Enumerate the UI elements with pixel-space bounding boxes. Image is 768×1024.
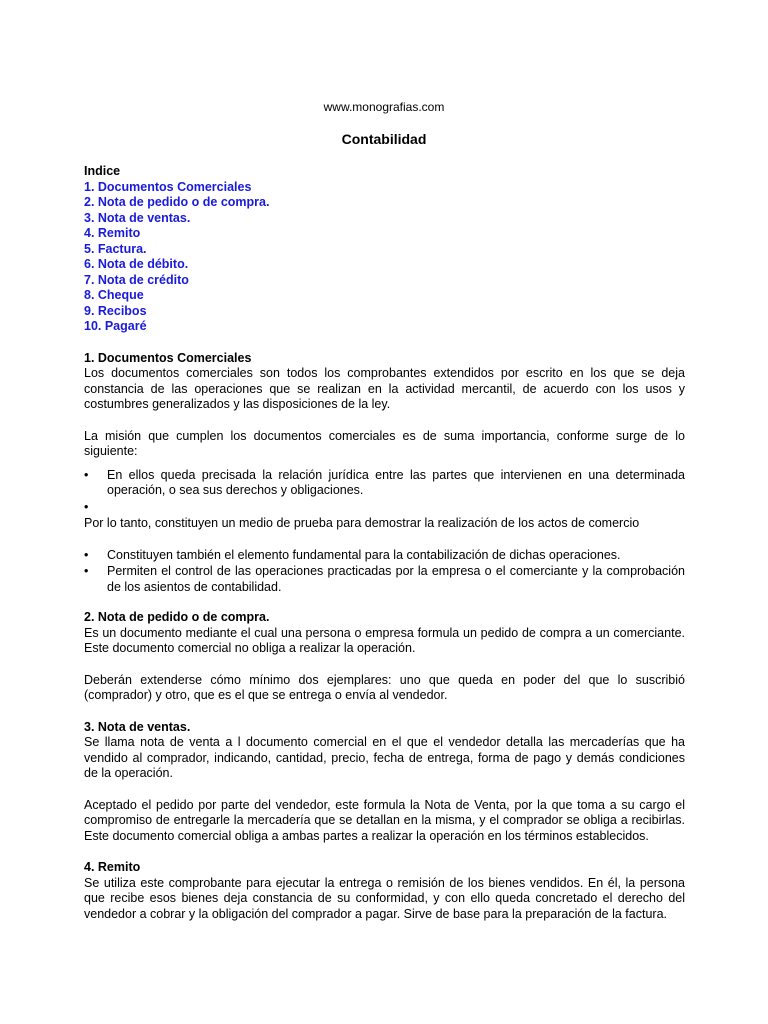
bullet-icon: • — [84, 499, 89, 514]
section-1-paragraph-2: La misión que cumplen los documentos comerciales es de suma importancia, conforme surge de lo siguiente: — [84, 428, 685, 458]
section-1-paragraph-1: Los documentos comerciales son todos los comprobantes extendidos por escrito en los que se deja constancia de las operaciones que se realizan en la actividad mercantil, de acuerdo con los usos y costumbres generalizados y las disposiciones de la ley. — [84, 366, 685, 411]
list-item-text: Constituyen también el elemento fundamental para la contabilización de dichas operaciones. — [107, 547, 621, 562]
toc-link[interactable]: 4. Remito — [84, 226, 141, 240]
section-4-title: 4. Remito — [84, 860, 141, 874]
toc-link[interactable]: 9. Recibos — [84, 303, 147, 318]
toc-item-4[interactable] — [84, 226, 685, 242]
toc-link[interactable]: 8. Cheque — [84, 288, 144, 302]
section-2-title: 2. Nota de pedido o de compra. — [84, 610, 270, 624]
toc-link[interactable]: 5. Factura. — [84, 241, 147, 256]
toc-item-7[interactable] — [84, 273, 685, 289]
bullet-icon: • — [84, 564, 89, 578]
bullet-icon: • — [84, 547, 89, 562]
bullet-icon: • — [84, 467, 89, 482]
section-3-paragraph-2: Aceptado el pedido por parte del vendedor, este formula la Nota de Venta, por la que toma a su cargo el compromiso de entregarle la mercadería que se detallan en la misma, y el comprador se obliga a recibirlas. Este documento comercial obliga a ambas partes a realizar la operación en los términos establecidos. — [84, 797, 685, 843]
section-2-paragraph-2: Deberán extenderse cómo mínimo dos ejemplares: uno que queda en poder del que lo suscribió (comprador) y otro, que es el que se entrega o envía al vendedor. — [84, 672, 685, 702]
section-4-paragraph-1: Se utiliza este comprobante para ejecutar la entrega o remisión de los bienes vendidos. En él, la persona que recibe esos bienes deja constancia de su conformidad, y con ello queda concretado el derecho del vendedor a cobrar y la obligación del comprador a pagar. Sirve de base para la preparación de la factura. — [84, 875, 685, 921]
list-item — [84, 468, 685, 499]
list-item-text: Permiten el control de las operaciones practicadas por la empresa o el comerciante y la comprobación de los asientos de contabilidad. — [107, 564, 685, 594]
list-item — [84, 564, 685, 595]
toc-item-5[interactable] — [84, 242, 685, 258]
site-url: www.monografias.com — [323, 100, 445, 114]
document-body — [84, 164, 685, 922]
section-3-title: 3. Nota de ventas. — [84, 719, 191, 734]
toc-item-2[interactable] — [84, 195, 685, 211]
index-heading: Indice — [84, 164, 121, 178]
list-item — [84, 500, 685, 516]
toc-item-10[interactable] — [84, 319, 685, 335]
toc-link[interactable]: 3. Nota de ventas. — [84, 210, 191, 225]
toc-link[interactable]: 6. Nota de débito. — [84, 257, 189, 271]
toc-item-6[interactable] — [84, 257, 685, 273]
document-title: Contabilidad — [341, 131, 427, 147]
section-1-bullets-b — [84, 548, 685, 596]
toc-link[interactable]: 10. Pagaré — [84, 319, 147, 333]
section-1-paragraph-3: Por lo tanto, constituyen un medio de prueba para demostrar la realización de los actos de comercio — [84, 516, 640, 530]
list-item-text: En ellos queda precisada la relación jurídica entre las partes que intervienen en una determinada operación, o sea sus derechos y obligaciones. — [107, 467, 685, 497]
toc-item-9[interactable] — [84, 304, 685, 320]
list-item — [84, 548, 685, 564]
section-1-title: 1. Documentos Comerciales — [84, 350, 252, 365]
toc-link[interactable]: 2. Nota de pedido o de compra. — [84, 195, 270, 209]
toc-item-8[interactable] — [84, 288, 685, 304]
table-of-contents — [84, 180, 685, 335]
toc-item-3[interactable] — [84, 211, 685, 227]
section-1-bullets-a — [84, 468, 685, 516]
section-2-paragraph-1: Es un documento mediante el cual una persona o empresa formula un pedido de compra a un comerciante. Este documento comercial no obliga a realizar la operación. — [84, 625, 685, 655]
toc-link[interactable]: 1. Documentos Comerciales — [84, 179, 252, 194]
toc-item-1[interactable] — [84, 180, 685, 196]
toc-link[interactable]: 7. Nota de crédito — [84, 272, 189, 287]
section-3-paragraph-1: Se llama nota de venta a l documento comercial en el que el vendedor detalla las mercaderías que ha vendido al comprador, indicando, cantidad, precio, fecha de entrega, forma de pago y demás condiciones de la operación. — [84, 735, 685, 780]
